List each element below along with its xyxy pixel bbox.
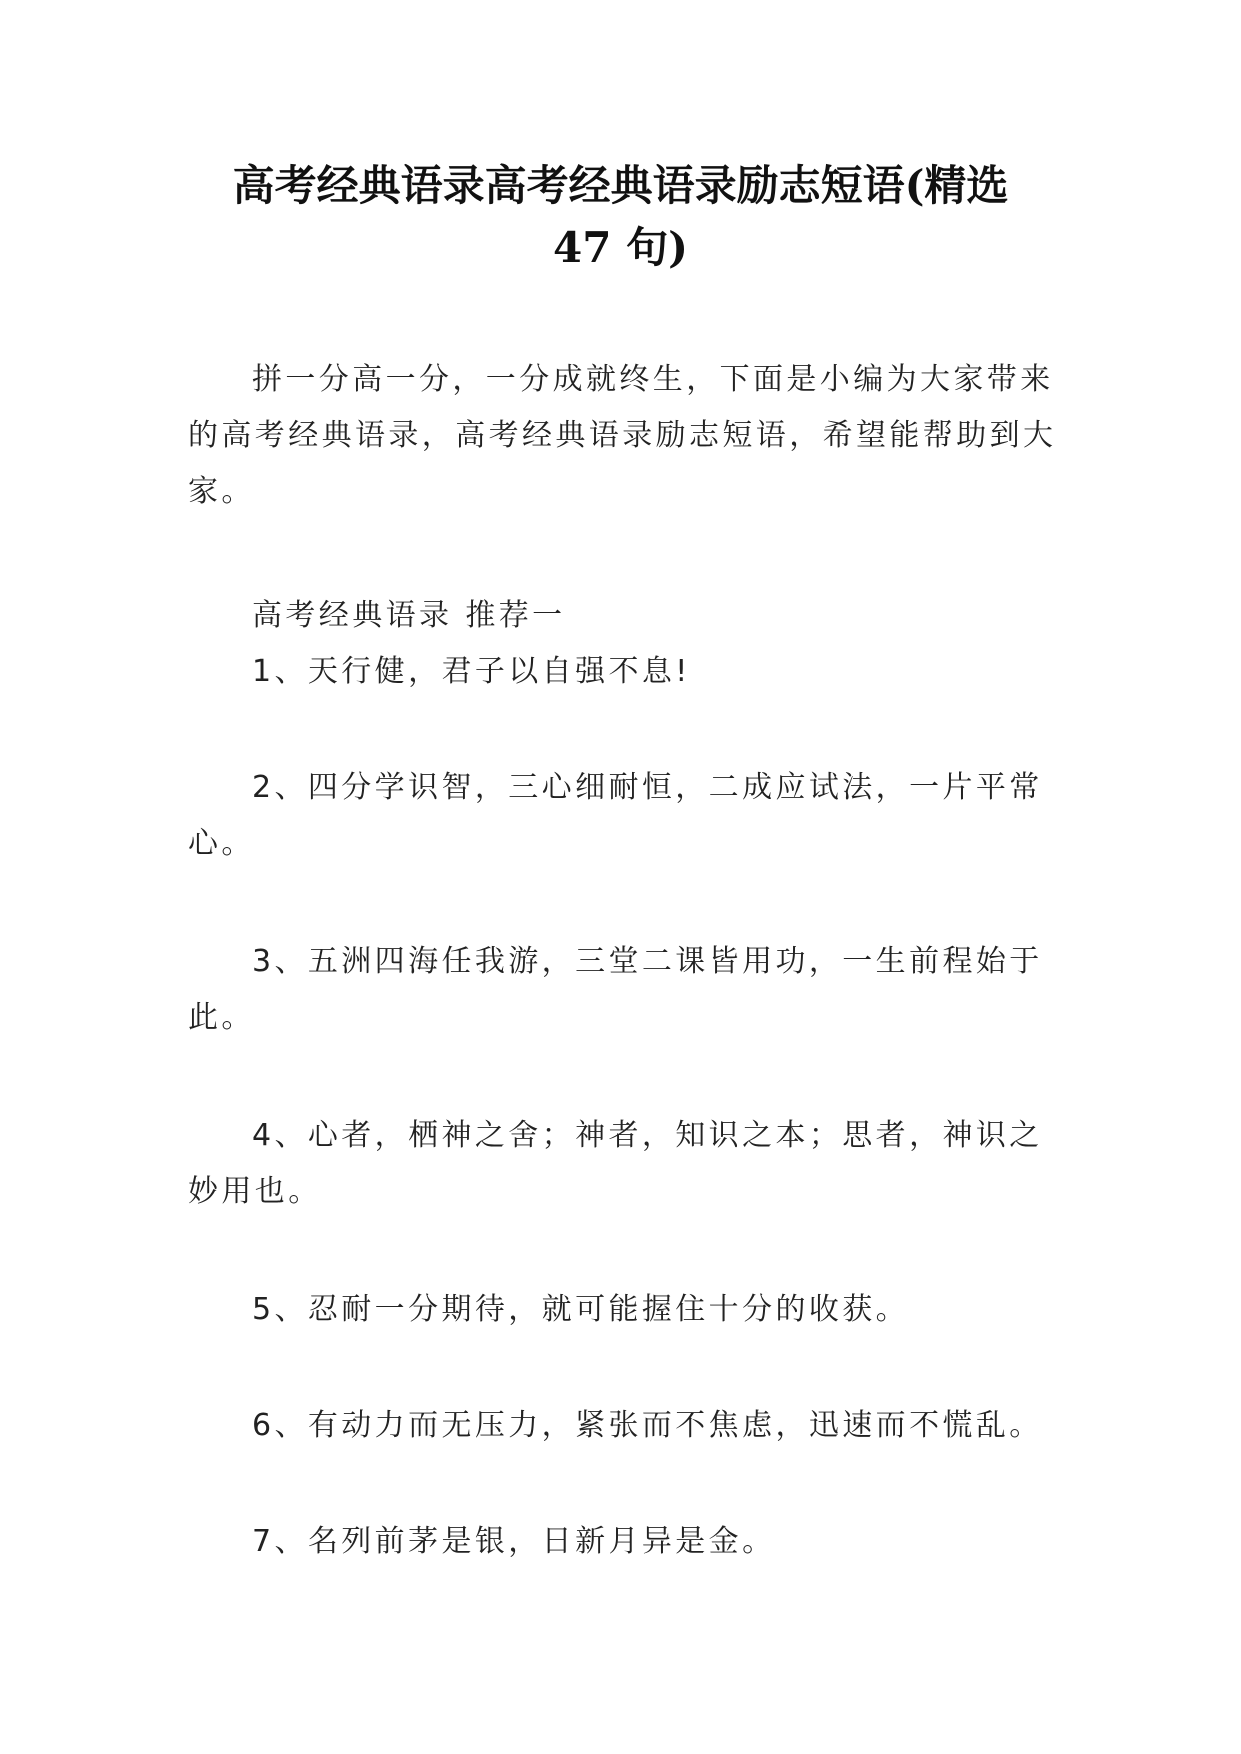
intro-line-1: 拼一分高一分，一分成就终生，下面是小编为大家带来 (252, 362, 1054, 397)
quote-item-7: 7、名列前茅是银，日新月异是金。 (252, 1524, 776, 1559)
quote-item-6: 6、有动力而无压力，紧张而不焦虑，迅速而不慌乱。 (252, 1408, 1043, 1443)
quote-item-3-cont: 此。 (188, 1000, 255, 1035)
intro-line-2: 的高考经典语录，高考经典语录励志短语，希望能帮助到大 (188, 418, 1057, 453)
quote-item-4-cont: 妙用也。 (188, 1174, 322, 1209)
quote-item-2: 2、四分学识智，三心细耐恒，二成应试法，一片平常 (252, 770, 1043, 805)
intro-line-3: 家。 (188, 474, 255, 509)
document-title-line-1: 高考经典语录高考经典语录励志短语(精选 (232, 161, 1009, 210)
quote-item-5: 5、忍耐一分期待，就可能握住十分的收获。 (252, 1292, 910, 1327)
quote-item-3: 3、五洲四海任我游，三堂二课皆用功，一生前程始于 (252, 944, 1043, 979)
quote-item-4: 4、心者，栖神之舍；神者，知识之本；思者，神识之 (252, 1118, 1043, 1153)
section-heading: 高考经典语录 推荐一 (252, 598, 566, 633)
quote-item-1: 1、天行健，君子以自强不息! (252, 654, 691, 689)
quote-item-2-cont: 心。 (188, 826, 255, 861)
document-title-line-2: 47 句) (553, 223, 688, 272)
